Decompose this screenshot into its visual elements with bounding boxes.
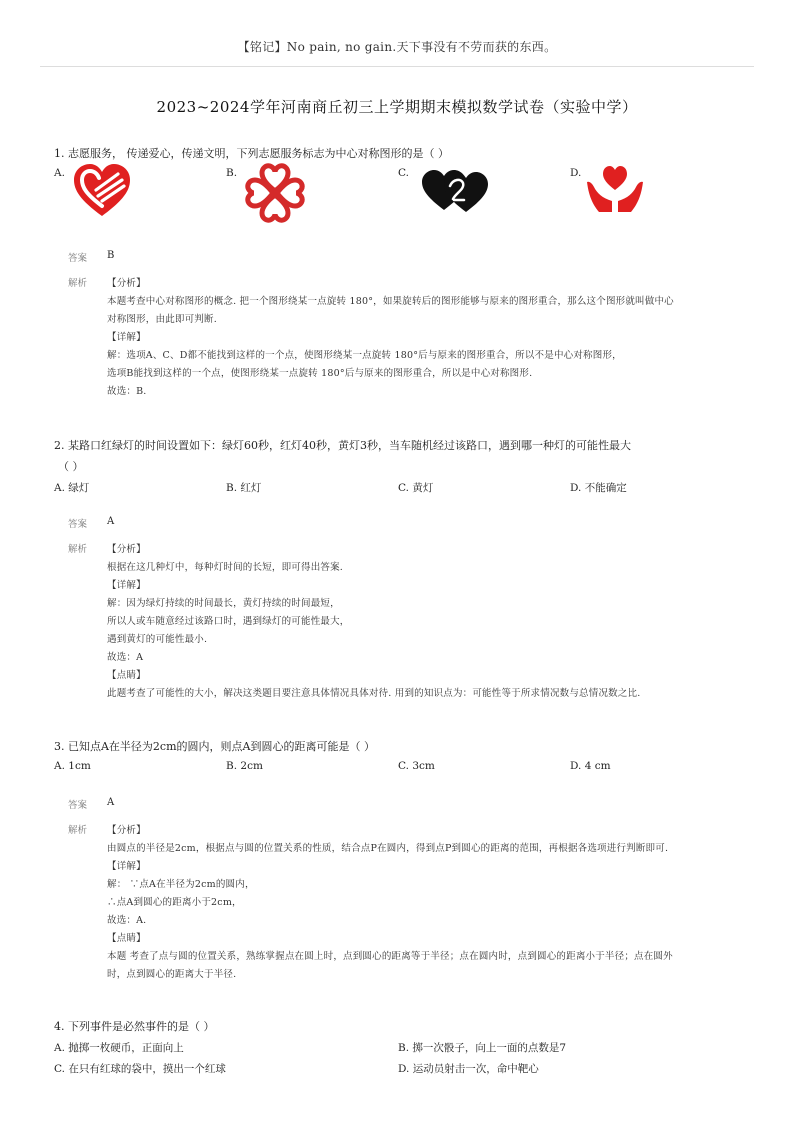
question-2-option-b: B. 红灯 (226, 482, 262, 494)
analysis-line: 根据在这几种灯中，每种灯时间的长短，即可得出答案. (107, 562, 344, 573)
question-2-answer: A (107, 516, 115, 527)
question-1-option-b: B. (226, 167, 238, 179)
analysis-line: 【详解】 (107, 332, 146, 343)
header-motto: 【铭记】No pain, no gain.天下事没有不劳而获的东西。 (237, 40, 557, 54)
analysis-label: 解析 (68, 825, 88, 836)
analysis-line: 【分析】 (107, 825, 146, 836)
analysis-line: 由圆点的半径是2cm，根据点与圆的位置关系的性质，结合点P在圆内，得到点P到圆心的距离的范围，再根据各选项进行判断即可. (107, 843, 669, 854)
analysis-line: 本题考查中心对称图形的概念. 把一个图形绕某一点旋转 180°，如果旋转后的图形能够与原来的图形重合，那么这个图形就叫做中心 (107, 296, 674, 307)
question-2-option-c: C. 黄灯 (398, 482, 434, 494)
analysis-line: 【详解】 (107, 580, 146, 591)
header-divider (40, 66, 754, 67)
question-1-option-d: D. (570, 167, 582, 179)
question-2-stem: 2. 某路口红绿灯的时间设置如下：绿灯60秒，红灯40秒，黄灯3秒，当车随机经过该路口，遇到哪一种灯的可能性最大 (54, 439, 631, 452)
hands-heart-icon (585, 160, 645, 216)
question-1-option-c: C. (398, 167, 409, 179)
question-2-stem-blank: （ ） (58, 460, 84, 473)
analysis-line: 本题 考查了点与圆的位置关系，熟练掌握点在圆上时，点到圆心的距离等于半径；点在圆内时，点到圆心的距离小于半径；点在圆外 (107, 951, 673, 962)
analysis-line: 【分析】 (107, 278, 146, 289)
analysis-line: 故选：A (107, 652, 144, 663)
analysis-line: 故选：A. (107, 915, 147, 926)
question-3-answer: A (107, 797, 115, 808)
question-3-option-c: C. 3cm (398, 760, 435, 772)
answer-label: 答案 (68, 253, 88, 264)
question-3-stem: 3. 已知点A在半径为2cm的圆内，则点A到圆心的距离可能是（ ） (54, 740, 375, 753)
heart-hand-icon (70, 160, 134, 220)
analysis-line: 对称图形，由此即可判断. (107, 314, 217, 325)
question-3-option-b: B. 2cm (226, 760, 263, 772)
answer-label: 答案 (68, 519, 88, 530)
question-1-option-a: A. (54, 167, 65, 179)
clover-hearts-icon (244, 162, 306, 224)
analysis-line: 所以人或车随意经过该路口时，遇到绿灯的可能性最大， (107, 616, 350, 627)
question-4-option-c: C. 在只有红球的袋中，摸出一个红球 (54, 1063, 226, 1075)
question-2-option-a: A. 绿灯 (54, 482, 90, 494)
question-4-option-d: D. 运动员射击一次，命中靶心 (398, 1063, 539, 1075)
analysis-line: 选项B能找到这样的一个点，使图形绕某一点旋转 180°后与原来的图形重合，所以是中心对称图形. (107, 368, 533, 379)
analysis-label: 解析 (68, 544, 88, 555)
analysis-label: 解析 (68, 278, 88, 289)
question-4-option-a: A. 抛掷一枚硬币，正面向上 (54, 1042, 184, 1054)
analysis-line: ∴点A到圆心的距离小于2cm， (107, 897, 242, 908)
analysis-line: 解：选项A、C、D都不能找到这样的一个点，使图形绕某一点旋转 180°后与原来的图形重合，所以不是中心对称图形， (107, 350, 622, 361)
analysis-line: 此题考查了可能性的大小，解决这类题目要注意具体情况具体对待. 用到的知识点为：可能性等于所求情况数与总情况数之比. (107, 688, 641, 699)
analysis-line: 解：因为绿灯持续的时间最长，黄灯持续的时间最短， (107, 598, 340, 609)
question-1-stem: 1. 志愿服务， 传递爱心，传递文明，下列志愿服务标志为中心对称图形的是（ ） (54, 147, 449, 160)
analysis-line: 时，点到圆心的距离大于半径. (107, 969, 237, 980)
analysis-line: 【分析】 (107, 544, 146, 555)
question-3-option-d: D. 4 cm (570, 760, 611, 772)
question-3-option-a: A. 1cm (54, 760, 91, 772)
analysis-line: 【点睛】 (107, 670, 146, 681)
analysis-line: 【详解】 (107, 861, 146, 872)
analysis-line: 【点睛】 (107, 933, 146, 944)
question-1-answer: B (107, 250, 115, 261)
question-4-stem: 4. 下列事件是必然事件的是（ ） (54, 1020, 215, 1033)
page-title: 2023~2024学年河南商丘初三上学期期末模拟数学试卷（实验中学） (156, 98, 638, 116)
double-heart-icon (420, 168, 490, 214)
answer-label: 答案 (68, 800, 88, 811)
analysis-line: 故选：B. (107, 386, 147, 397)
analysis-line: 遇到黄灯的可能性最小. (107, 634, 208, 645)
question-4-option-b: B. 掷一次骰子，向上一面的点数是7 (398, 1042, 567, 1054)
question-2-option-d: D. 不能确定 (570, 482, 627, 494)
analysis-line: 解： ∵点A在半径为2cm的圆内， (107, 879, 255, 890)
